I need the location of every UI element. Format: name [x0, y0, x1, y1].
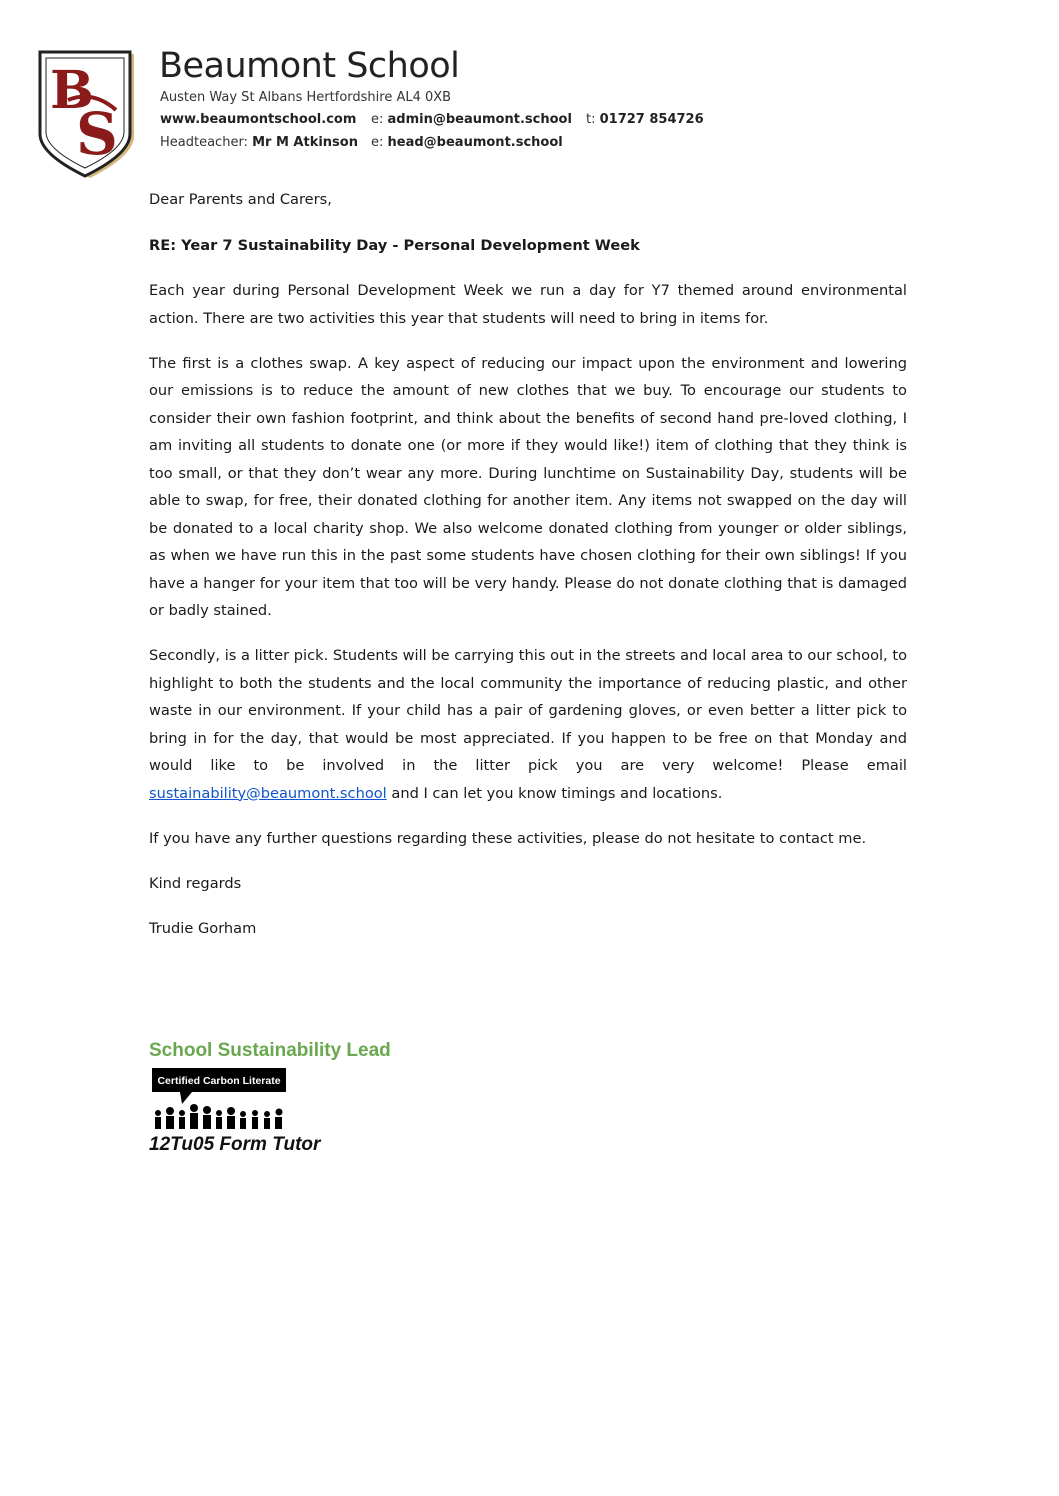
letterhead	[38, 46, 738, 181]
school-address: Austen Way St Albans Hertfordshire AL4 0XB	[160, 90, 452, 105]
paragraph-clothes-swap: The first is a clothes swap. A key aspect of reducing our impact upon the environment and lowering our emissions is to reduce the amount of new clothes that we buy. To encourage our students to consider their own fashion footprint, and think about the benefits of second hand pre-loved clothing, I am inviting all students to donate one (or more if they would like!) item of clothing that they think is too small, or that they don’t wear any more. During lunchtime on Sustainability Day, students will be able to swap, for free, their donated clothing for another item. Any items not swapped on the day will be donated to a local charity shop. We also welcome donated clothing from younger or older siblings, as when we have run this in the past some students have chosen clothing for their own siblings! If you have a hanger for your item that too will be very handy. Please do not donate clothing that is damaged or badly stained.	[149, 354, 907, 619]
school-phone: t: 01727 854726	[586, 112, 704, 127]
school-crest-logo	[38, 50, 136, 180]
school-website[interactable]: www.beaumontschool.com	[160, 112, 357, 127]
admin-email[interactable]: e: admin@beaumont.school	[371, 112, 572, 127]
head-email[interactable]: e: head@beaumont.school	[371, 135, 563, 150]
paragraph-intro: Each year during Personal Development Week we run a day for Y7 themed around environmental action. There are two activities this year that students will need to bring in items for.	[149, 282, 907, 327]
school-name: Beaumont School	[159, 46, 460, 86]
closing: Kind regards	[149, 874, 242, 892]
carbon-literate-badge-icon	[152, 1068, 288, 1132]
salutation: Dear Parents and Carers,	[149, 191, 332, 208]
signer-role: School Sustainability Lead	[149, 1040, 391, 1061]
headteacher: Headteacher: Mr M Atkinson	[160, 135, 358, 150]
svg-text:S: S	[76, 100, 118, 168]
subject-line: RE: Year 7 Sustainability Day - Personal Development Week	[149, 236, 640, 254]
paragraph-questions: If you have any further questions regarding these activities, please do not hesitate to contact me.	[149, 829, 867, 847]
paragraph-litter-pick: Secondly, is a litter pick. Students will be carrying this out in the streets and local area to our school, to highlight to both the students and the local community the importance of reducing plastic, and other waste in our environment. If your child has a pair of gardening gloves, or even better a litter pick to bring in for the day, that would be most appreciated. If you happen to be free on that Monday and would like to be involved in the litter pick you are very welcome! Please email sustainability@beaumont.school and I can let you know timings and locations.	[149, 647, 907, 802]
badge-label: Certified Carbon Literate	[157, 1075, 281, 1087]
sustainability-email-link[interactable]: sustainability@beaumont.school	[149, 784, 387, 802]
signer-name: Trudie Gorham	[149, 919, 257, 937]
form-tutor: 12Tu05 Form Tutor	[149, 1134, 321, 1155]
svg-text:B: B	[50, 60, 94, 121]
letter-body	[149, 186, 907, 984]
